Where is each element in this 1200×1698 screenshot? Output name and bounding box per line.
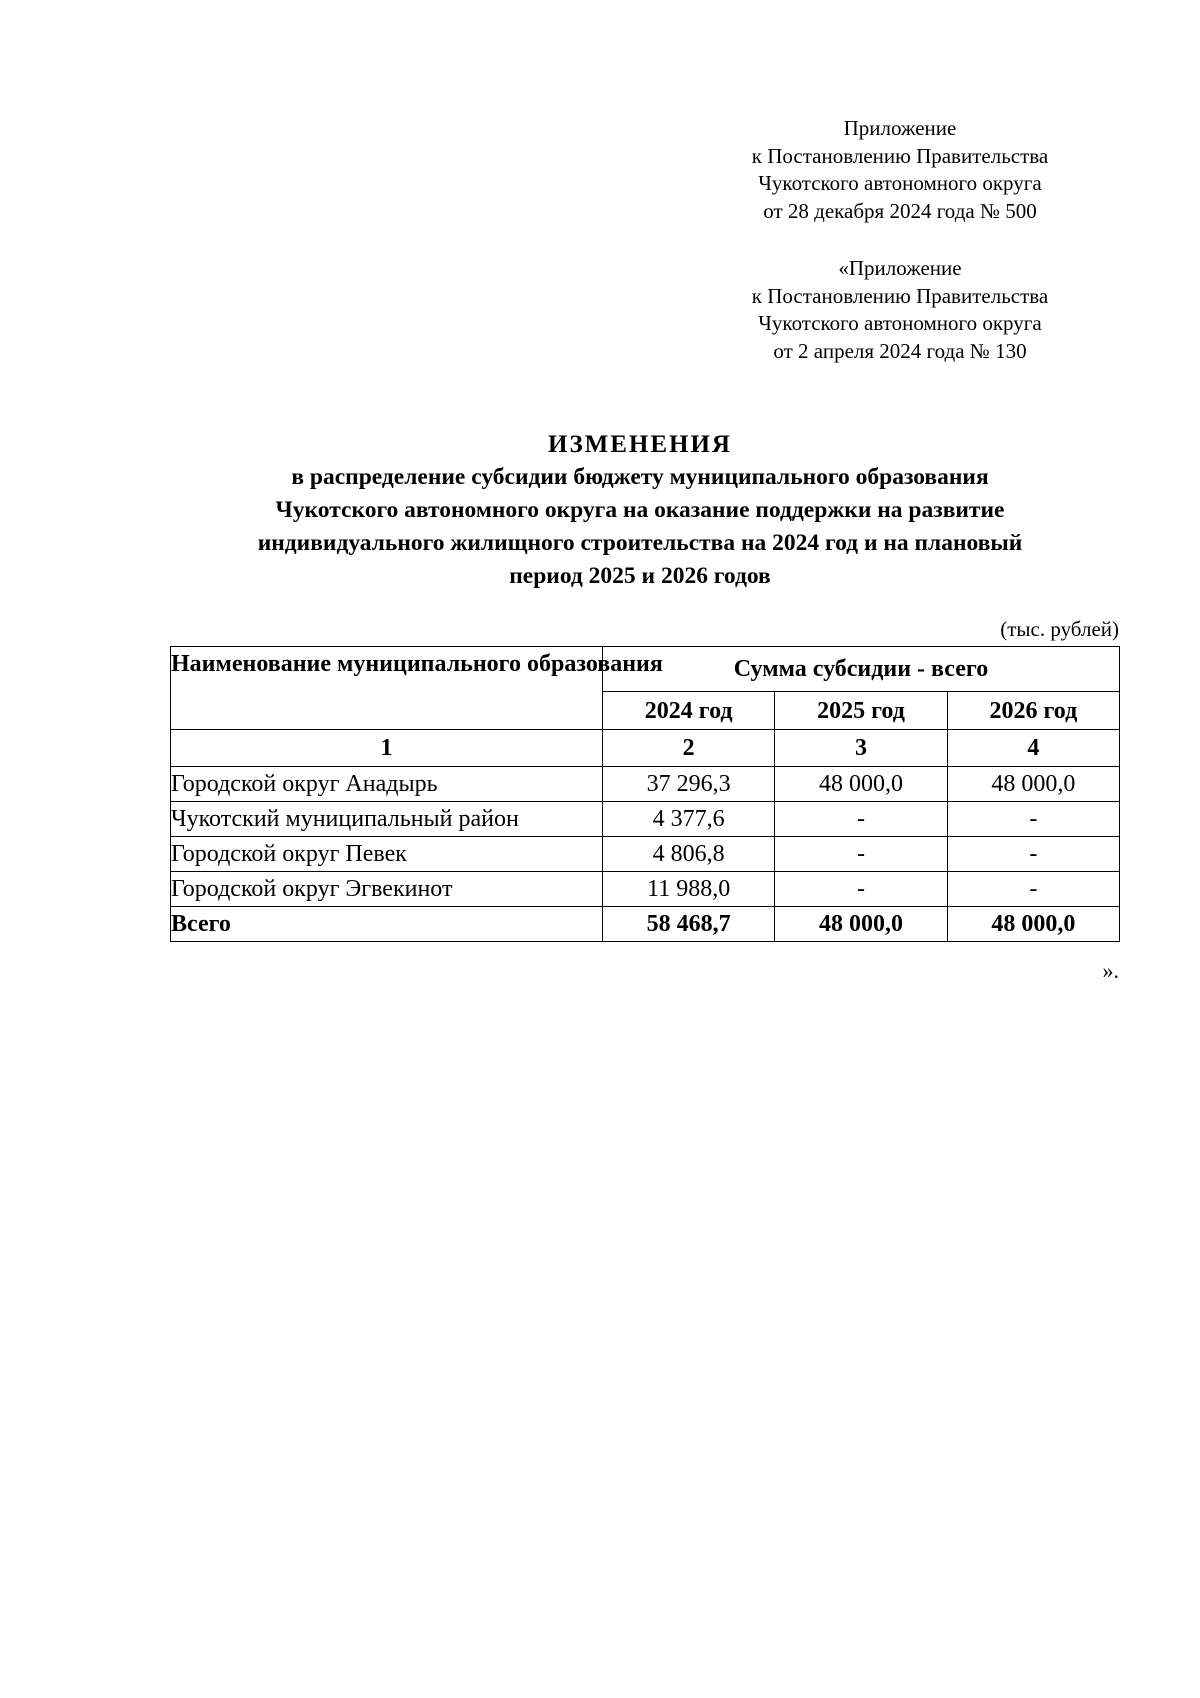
column-number-cell: 1 [171, 730, 603, 767]
value-2026-cell: - [947, 872, 1119, 907]
total-2025-cell: 48 000,0 [775, 907, 947, 942]
header-sum-cell: Сумма субсидии - всего [603, 647, 1120, 692]
appendix-header-original [700, 255, 1100, 365]
title-line: индивидуального жилищного строительства на 2024 год и на плановый [257, 530, 1023, 556]
table-row [171, 872, 1120, 907]
header-name-cell: Наименование муниципального образования [171, 647, 603, 730]
title-line: в распределение субсидии бюджету муниципального образования [291, 464, 989, 490]
appendix-region: Чукотского автономного округа [758, 311, 1042, 335]
header-year-cell: 2024 год [603, 692, 775, 730]
table-row [171, 767, 1120, 802]
value-2024-cell: 4 806,8 [603, 837, 775, 872]
value-2024-cell: 11 988,0 [603, 872, 775, 907]
value-2024-cell: 4 377,6 [603, 802, 775, 837]
municipality-name-cell: Городской округ Певек [171, 837, 603, 872]
appendix-label: «Приложение [838, 256, 962, 280]
appendix-header-current [700, 115, 1100, 225]
subsidy-table [170, 646, 1120, 942]
table-row [171, 802, 1120, 837]
value-2026-cell: 48 000,0 [947, 767, 1119, 802]
appendix-resolution: к Постановлению Правительства [751, 143, 1049, 168]
municipality-name-cell: Городской округ Эгвекинот [171, 872, 603, 907]
table-row [171, 837, 1120, 872]
appendix-date-number: от 28 декабря 2024 года № 500 [763, 198, 1037, 223]
column-number-row [171, 730, 1120, 767]
value-2026-cell: - [947, 802, 1119, 837]
document-title [160, 428, 1120, 593]
units-label: (тыс. рублей) [1000, 617, 1119, 641]
value-2026-cell: - [947, 837, 1119, 872]
appendix-resolution: к Постановлению Правительства [751, 283, 1049, 308]
appendix-label: Приложение [843, 116, 957, 140]
appendix-date-number: от 2 апреля 2024 года № 130 [773, 338, 1027, 363]
table-header-row [171, 647, 1120, 692]
total-2024-cell: 58 468,7 [603, 907, 775, 942]
municipality-name-cell: Чукотский муниципальный район [171, 802, 603, 837]
column-number-cell: 2 [603, 730, 775, 767]
closing-quote: ». [1102, 958, 1119, 983]
column-number-cell: 4 [947, 730, 1119, 767]
value-2025-cell: - [775, 872, 947, 907]
header-year-cell: 2025 год [775, 692, 947, 730]
value-2025-cell: - [775, 837, 947, 872]
total-2026-cell: 48 000,0 [947, 907, 1119, 942]
table-total-row [171, 907, 1120, 942]
value-2025-cell: - [775, 802, 947, 837]
column-number-cell: 3 [775, 730, 947, 767]
value-2024-cell: 37 296,3 [603, 767, 775, 802]
header-year-cell: 2026 год [947, 692, 1119, 730]
appendix-region: Чукотского автономного округа [758, 171, 1042, 195]
municipality-name-cell: Городской округ Анадырь [171, 767, 603, 802]
title-line: Чукотского автономного округа на оказание поддержки на развитие [275, 497, 1005, 523]
title-line: период 2025 и 2026 годов [509, 563, 771, 589]
total-label-cell: Всего [171, 907, 603, 942]
value-2025-cell: 48 000,0 [775, 767, 947, 802]
title-main: ИЗМЕНЕНИЯ [548, 431, 732, 458]
